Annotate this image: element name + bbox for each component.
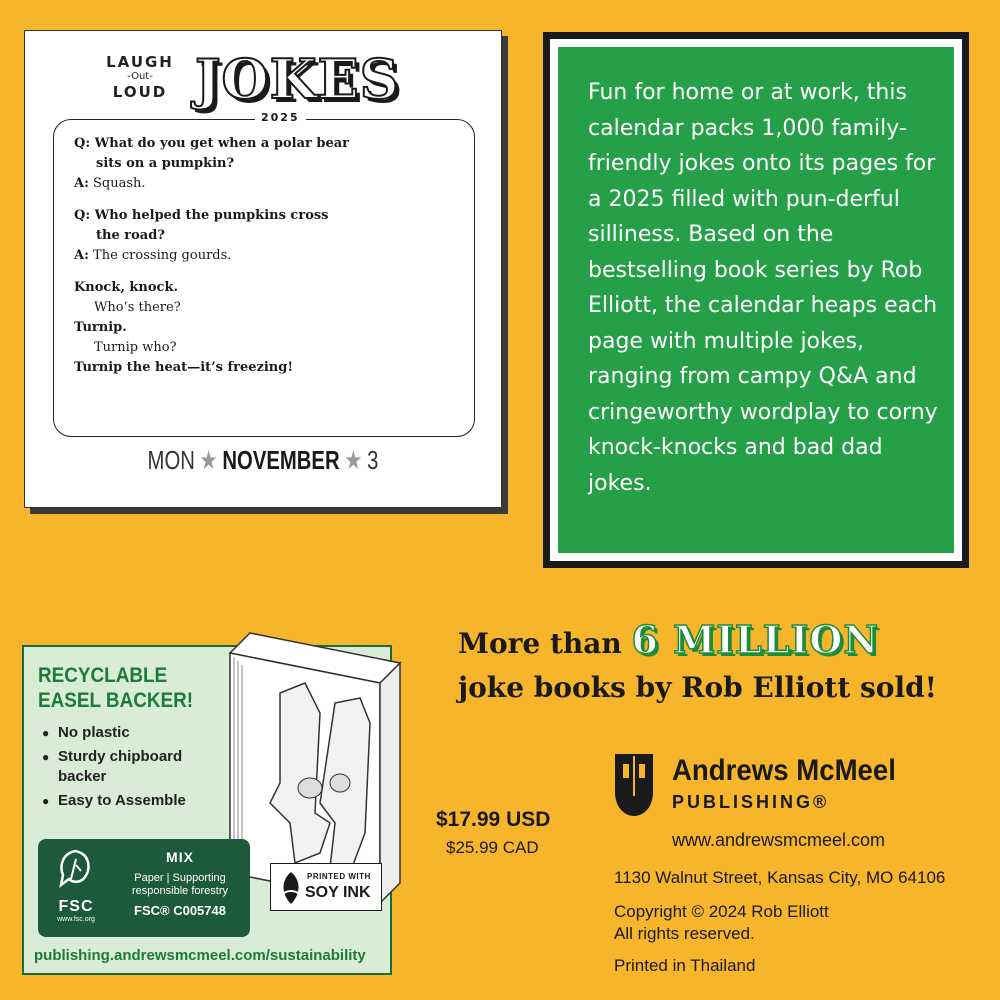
publisher-name: Andrews McMeel [672, 754, 896, 787]
million-headline: More than 6 MILLION joke books by Rob Elliott sold! [458, 617, 937, 704]
knock-line-4: Turnip who? [94, 340, 177, 355]
month-name: NOVEMBER [222, 445, 340, 475]
knock-line-5: Turnip the heat—it’s freezing! [74, 360, 294, 375]
logo-small-text [95, 51, 185, 101]
soy-ink-badge: PRINTED WITH SOY INK [270, 863, 382, 911]
publisher-address: 1130 Walnut Street, Kansas City, MO 64106 [614, 868, 946, 887]
andrews-mcmeel-logo-icon [611, 752, 657, 818]
star-icon: ★ [199, 445, 218, 475]
laugh-out-loud-jokes-logo [95, 47, 445, 115]
fsc-certification-badge [38, 839, 250, 937]
soy-leaf-icon [277, 870, 305, 906]
copyright: Copyright © 2024 Rob Elliott [614, 902, 829, 921]
joke-1-answer: A: Squash. [74, 176, 146, 191]
day-number: 3 [367, 445, 379, 475]
logo-loud: LOUD [112, 83, 168, 101]
feature-item: ● Easy to Assemble [42, 791, 192, 811]
logo-laugh: LAUGH [106, 53, 174, 71]
fsc-name: FSC [58, 898, 94, 915]
fsc-text: MIX Paper | Supporting responsible forestry FSC® C005748 [132, 849, 228, 918]
price-cad: $25.99 CAD [446, 838, 539, 857]
knock-line-1: Knock, knock. [74, 280, 178, 295]
calendar-year: 2025 [255, 111, 306, 124]
joke-1-question: Q: What do you get when a polar bear sits on a pumpkin? [74, 136, 350, 171]
recyclable-features [42, 723, 192, 815]
logo-out: -Out- [127, 71, 153, 82]
recyclable-title: RECYCLABLE EASEL BACKER! [38, 664, 194, 712]
feature-item: ● Sturdy chipboard backer [42, 747, 192, 787]
joke-2-answer: A: The crossing gourds. [74, 248, 232, 263]
recyclable-easel-box [22, 645, 392, 975]
price-usd: $17.99 USD [436, 808, 551, 831]
joke-2-question: Q: Who helped the pumpkins cross the road? [74, 208, 329, 243]
calendar-dateline [77, 445, 448, 476]
publisher-url: www.andrewsmcmeel.com [672, 830, 886, 850]
publisher-subtitle: PUBLISHING® [672, 792, 830, 812]
rights: All rights reserved. [614, 924, 755, 943]
feature-item: ● No plastic [42, 723, 192, 743]
day-of-week: MON [147, 445, 195, 475]
fsc-url: www.fsc.org [57, 916, 95, 923]
fsc-tree-icon [48, 847, 104, 931]
printed-in: Printed in Thailand [614, 956, 756, 975]
sustainability-url: publishing.andrewsmcmeel.com/sustainability [34, 947, 366, 964]
star-icon: ★ [344, 445, 363, 475]
knock-line-2: Who’s there? [94, 300, 181, 315]
joke-box [53, 119, 475, 437]
million-count: 6 MILLION [631, 617, 880, 662]
logo-jokes: JOKES [195, 47, 400, 111]
description-text: Fun for home or at work, this calendar packs 1,000 family-friendly jokes onto its pages for a 2025 filled with pun-derful silliness. Based on the bestselling book series by Rob Elliott, the calendar heaps each page with multiple jokes, ranging from campy Q&A and cringeworthy wordplay to corny knock-knocks and bad dad jokes. [558, 47, 954, 553]
knock-line-3: Turnip. [74, 320, 127, 335]
description-panel [543, 32, 969, 568]
calendar-page-sample [24, 30, 502, 508]
